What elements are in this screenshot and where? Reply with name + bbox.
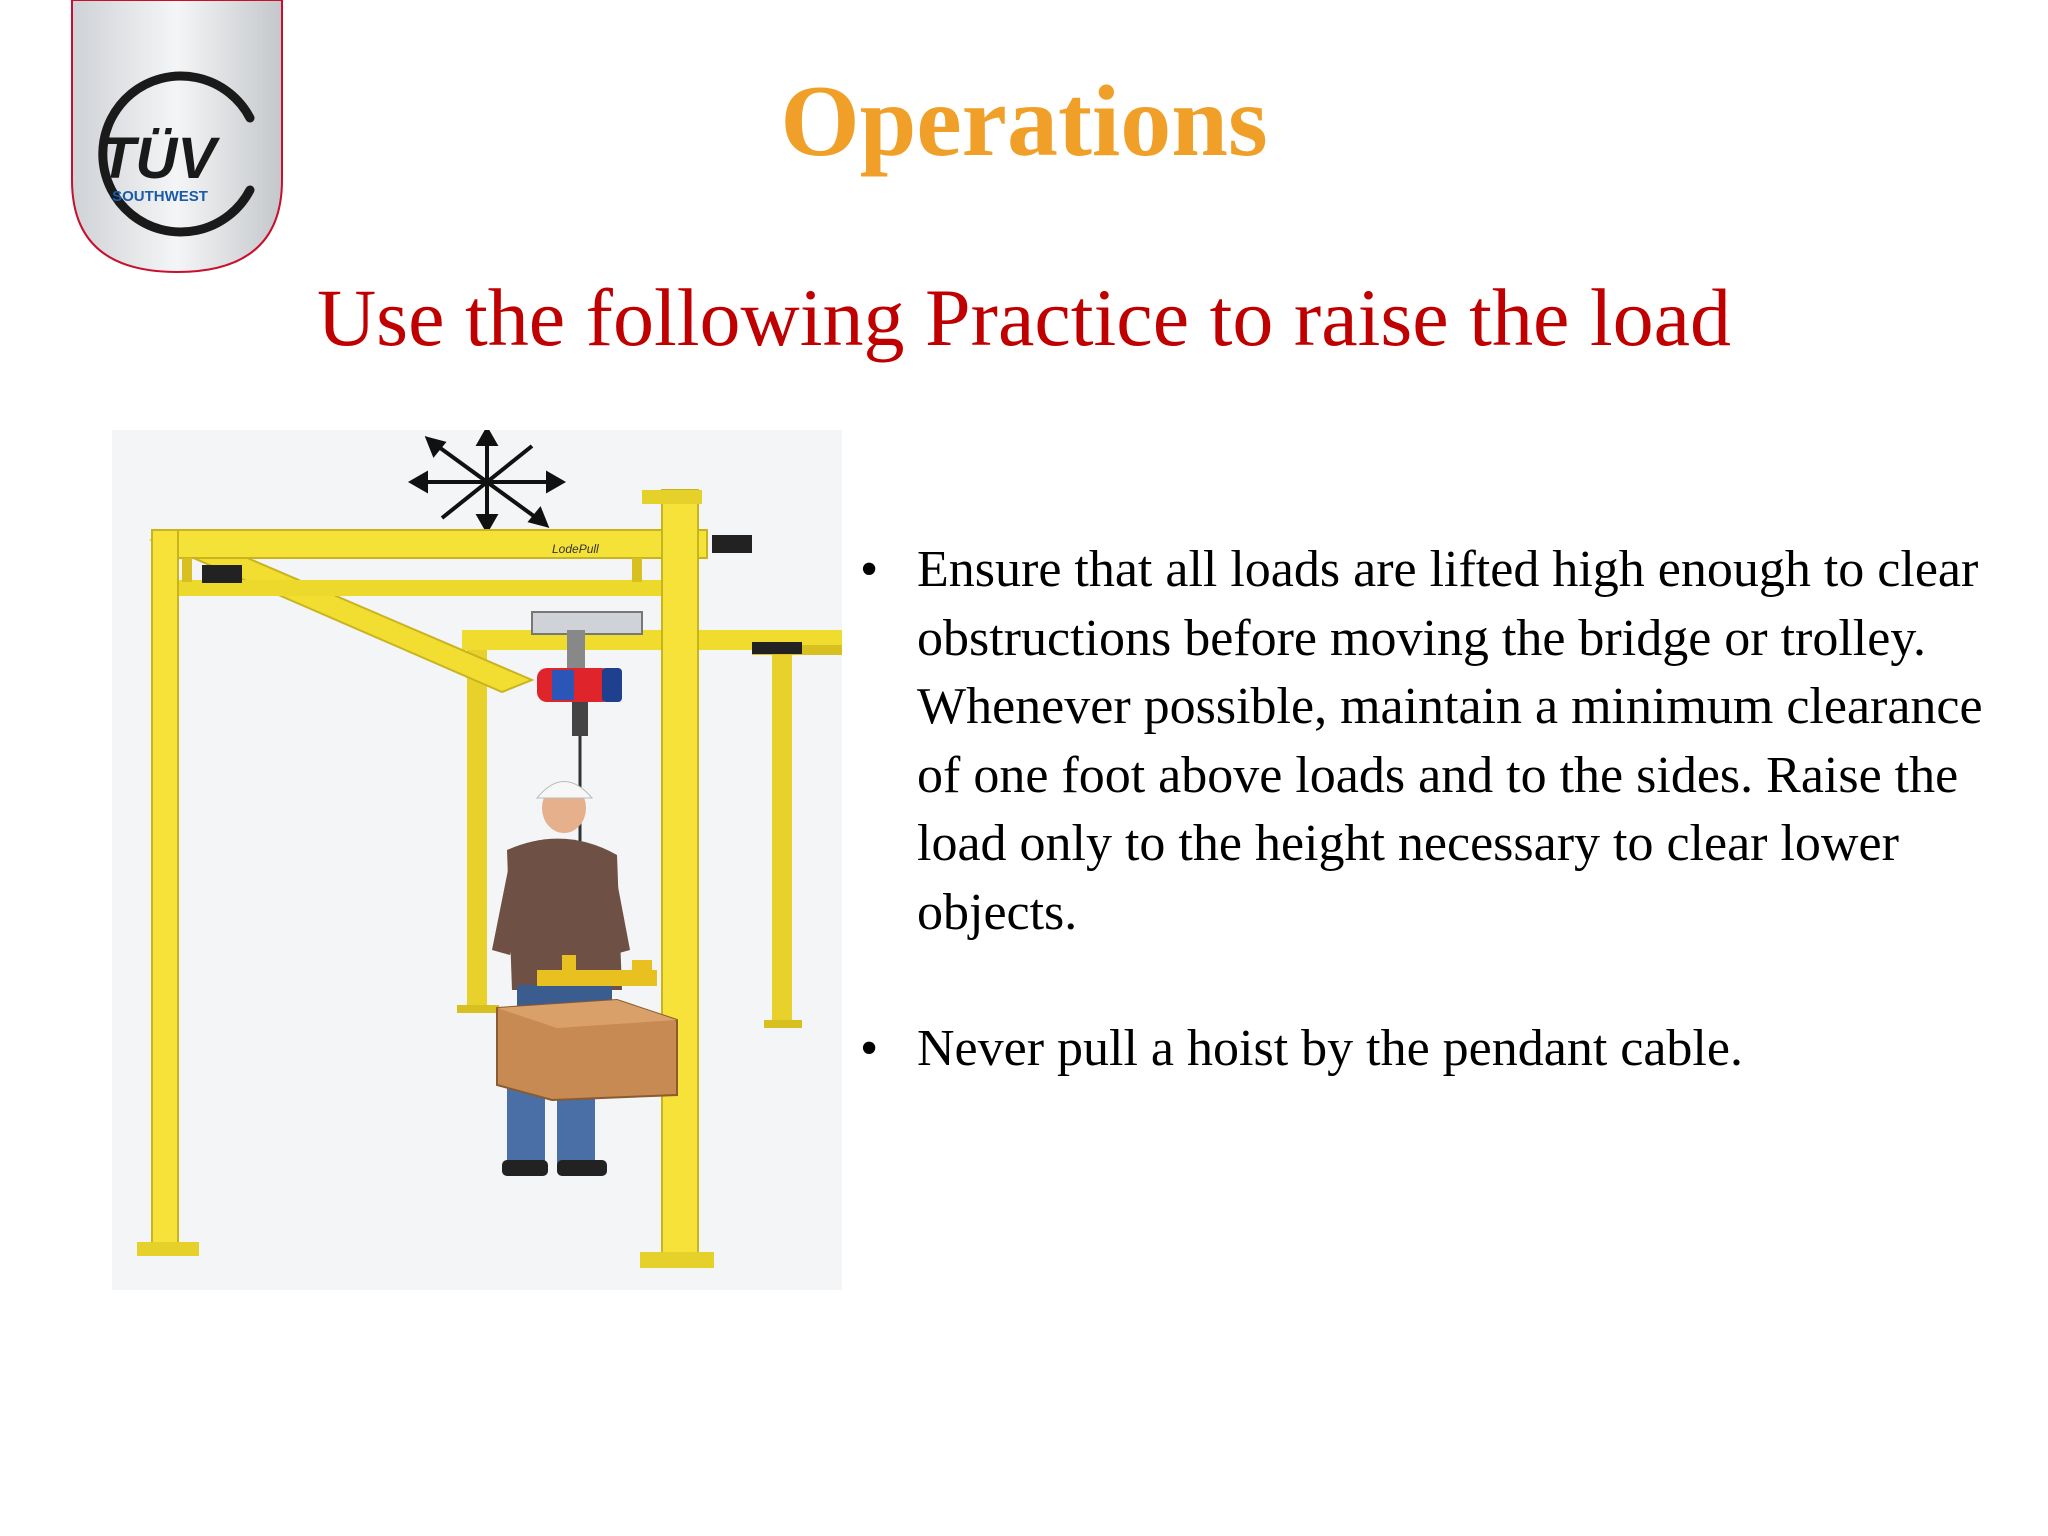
bullet-text: Ensure that all loads are lifted high enough to clear obstructions before moving the bridge or trolley. Whenever possible, maintain a minimum clearance of one foot above loads and to the sides. Raise the load only to the height necessary to clear lower objects. [917,541,1983,941]
crane-drawing [112,430,842,1290]
crane-illustration [112,430,842,1290]
bullet-dot-icon: • [860,1020,879,1077]
bullet-list [860,536,2000,1152]
logo-region-text: SOUTHWEST [112,188,208,205]
four-way-arrows-icon [412,430,562,530]
bullet-dot-icon: • [860,541,879,598]
bullet-text: Never pull a hoist by the pendant cable. [917,1020,1743,1077]
slide-title: Operations [780,65,1268,178]
logo-brand-text: TÜV [100,126,216,191]
bridge-label: LodePull [552,542,599,556]
slide-subtitle: Use the following Practice to raise the load [316,272,1732,363]
list-item [860,536,2000,947]
list-item [860,1015,2000,1084]
